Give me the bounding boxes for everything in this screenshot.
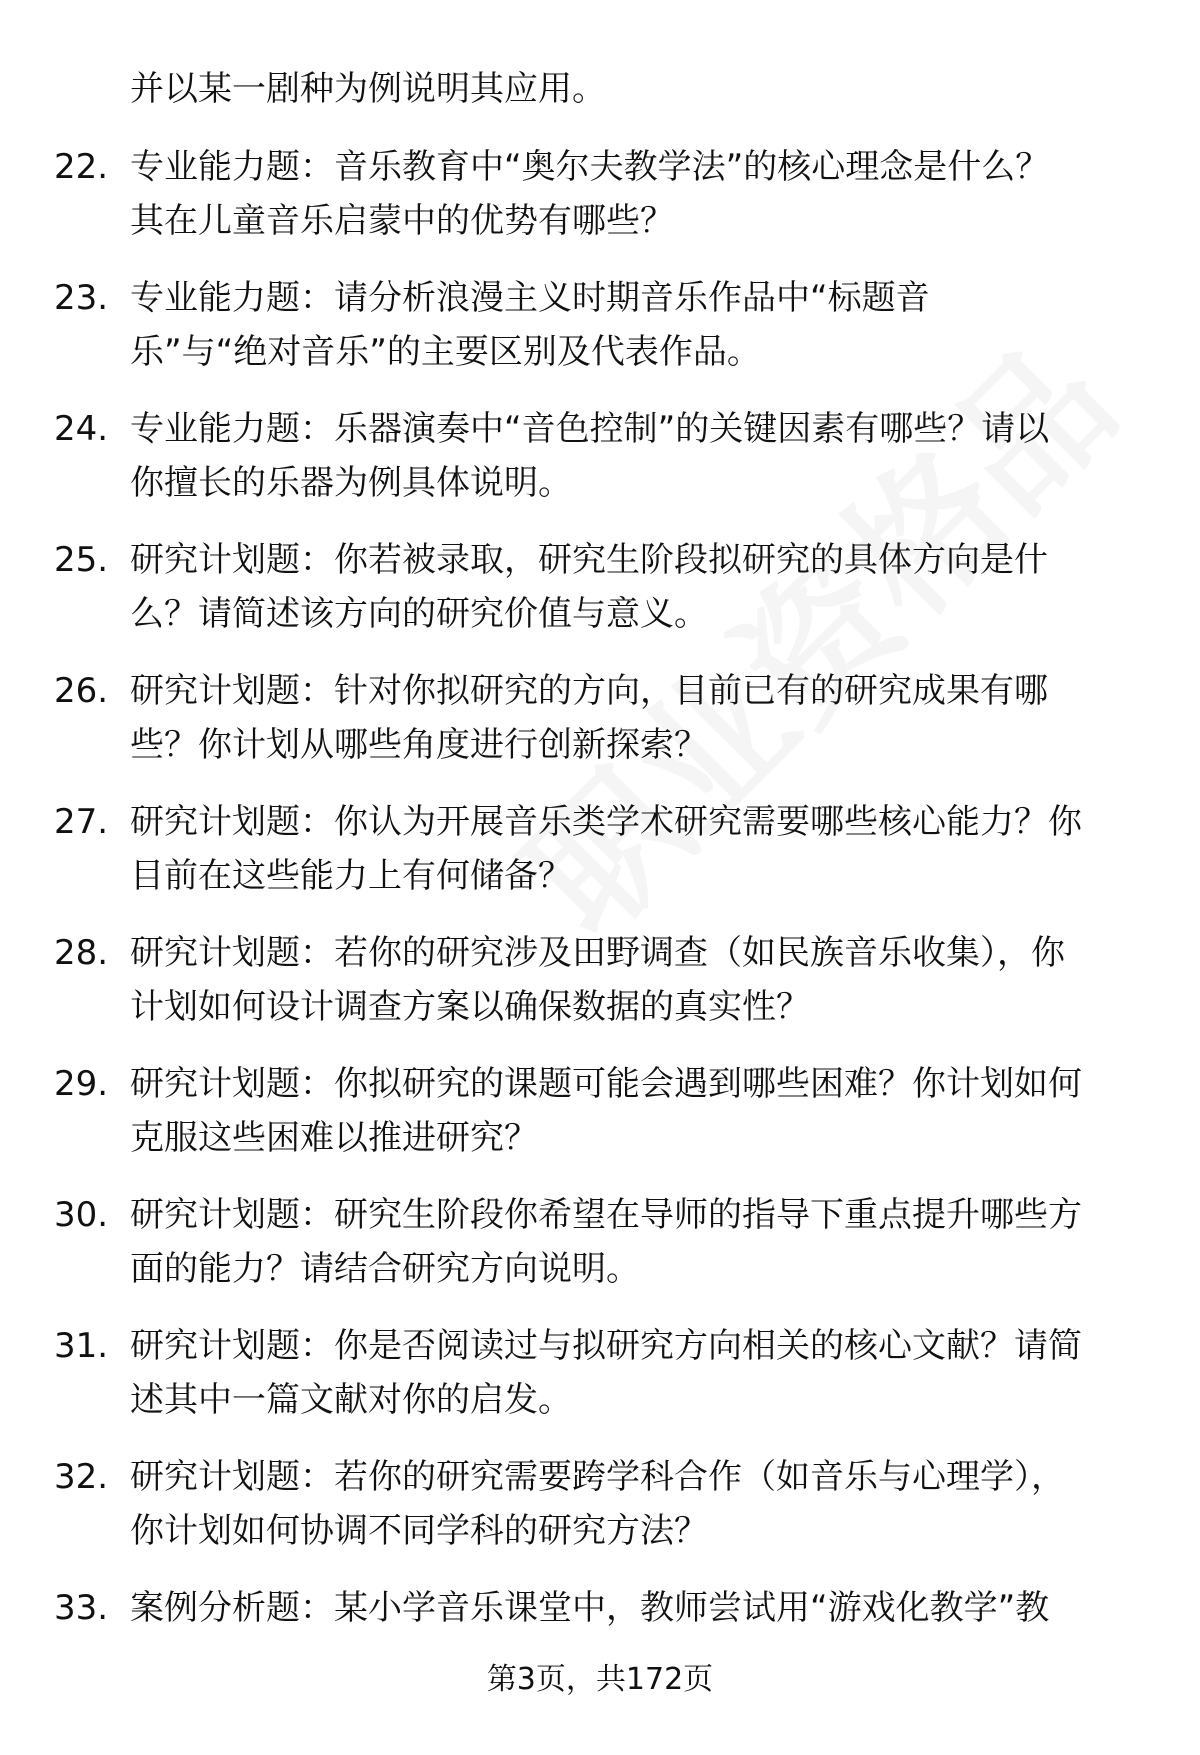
question-number: 32. [54,1457,109,1497]
question-number: 25. [54,540,109,580]
question-number: 31. [54,1326,109,1366]
question-text: 专业能力题：乐器演奏中“音色控制”的关键因素有哪些？请以 你擅长的乐器为例具体说明。 [130,409,1050,503]
question-number: 29. [54,1064,109,1104]
question-item-26 [0,664,1200,771]
question-item-28 [0,926,1200,1033]
question-item-30 [0,1188,1200,1295]
question-item-29 [0,1057,1200,1164]
question-number: 27. [54,802,109,842]
question-number: 30. [54,1195,109,1235]
question-item-31 [0,1319,1200,1426]
question-text: 研究计划题：研究生阶段你希望在导师的指导下重点提升哪些方 面的能力？请结合研究方向说明。 [130,1195,1082,1289]
continuation-text: 并以某一剧种为例说明其应用。 [130,69,606,109]
question-text: 研究计划题：若你的研究需要跨学科合作（如音乐与心理学）， 你计划如何协调不同学科的研究方法？ [130,1457,1065,1551]
question-text: 研究计划题：你认为开展音乐类学术研究需要哪些核心能力？你 目前在这些能力上有何储备？ [130,802,1082,896]
question-text: 研究计划题：你若被录取，研究生阶段拟研究的具体方向是什 么？请简述该方向的研究价值与意义。 [130,540,1048,634]
question-item-32 [0,1450,1200,1557]
question-item-24 [0,402,1200,509]
question-text: 案例分析题：某小学音乐课堂中，教师尝试用“游戏化教学”教 [130,1588,1050,1628]
question-number: 24. [54,409,109,449]
question-text: 专业能力题：音乐教育中“奥尔夫教学法”的核心理念是什么？ 其在儿童音乐启蒙中的优势有哪些？ [130,147,1050,241]
question-item-22 [0,140,1200,247]
question-number: 26. [54,671,109,711]
question-item-25 [0,533,1200,640]
question-item-23 [0,271,1200,378]
question-list [0,140,1200,1712]
question-text: 研究计划题：你拟研究的课题可能会遇到哪些困难？你计划如何 克服这些困难以推进研究？ [130,1064,1082,1158]
question-text: 研究计划题：你是否阅读过与拟研究方向相关的核心文献？请简 述其中一篇文献对你的启发。 [130,1326,1082,1420]
question-text: 研究计划题：若你的研究涉及田野调查（如民族音乐收集），你 计划如何设计调查方案以确保数据的真实性？ [130,933,1065,1027]
page-footer: 第3页，共172页 [486,1662,714,1697]
question-text: 专业能力题：请分析浪漫主义时期音乐作品中“标题音 乐”与“绝对音乐”的主要区别及代表作品。 [130,278,930,372]
question-number: 28. [54,933,109,973]
question-number: 33. [54,1588,109,1628]
question-text: 研究计划题：针对你拟研究的方向，目前已有的研究成果有哪 些？你计划从哪些角度进行创新探索？ [130,671,1048,765]
question-item-27 [0,795,1200,902]
question-number: 23. [54,278,109,318]
question-number: 22. [54,147,109,187]
